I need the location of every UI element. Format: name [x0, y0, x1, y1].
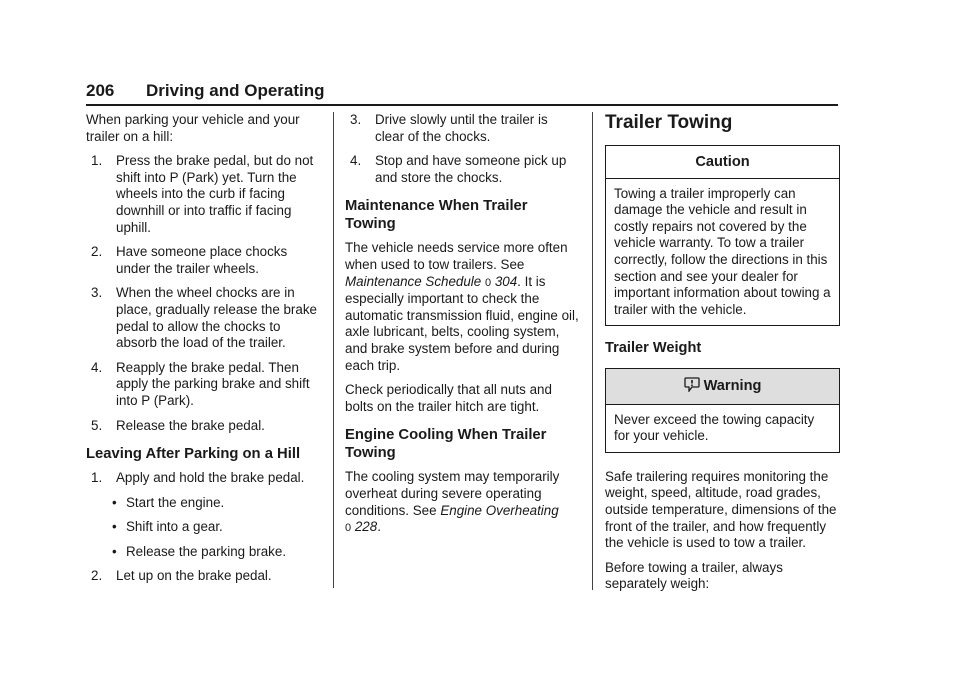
- list-item: 2. Let up on the brake pedal.: [91, 568, 272, 584]
- heading-engine-cooling: Engine Cooling When Trailer Towing: [345, 427, 547, 462]
- bullet-icon: •: [112, 543, 117, 559]
- list-item: 3. When the wheel chocks are in place, gradually release the brake pedal to allow the chocks to absorb the load of the trailer.: [91, 285, 317, 351]
- warning-box: [605, 368, 840, 453]
- page-number: 206: [86, 81, 115, 100]
- section-heading-trailer-towing: Trailer Towing: [605, 112, 733, 133]
- list-item: 2. Have someone place chocks under the trailer wheels.: [91, 244, 288, 276]
- caution-label: Caution: [606, 146, 839, 179]
- parking-intro: When parking your vehicle and your trailer on a hill:: [86, 112, 300, 144]
- bullet-icon: •: [112, 494, 117, 510]
- maintenance-paragraph-2: Check periodically that all nuts and bolts on the trailer hitch are tight.: [345, 382, 552, 414]
- heading-leaving-hill: Leaving After Parking on a Hill: [86, 446, 301, 463]
- bullet-item: • Release the parking brake.: [112, 543, 287, 559]
- section-title: Driving and Operating: [146, 81, 325, 100]
- cooling-paragraph: The cooling system may temporarily overheat during severe operating conditions. See Engine Overheating 0 228.: [345, 469, 560, 535]
- list-item: 5. Release the brake pedal.: [91, 417, 265, 433]
- column-1: [86, 112, 322, 593]
- heading-trailer-weight: Trailer Weight: [605, 340, 702, 357]
- page-ref-arrow-icon: 0: [484, 276, 492, 289]
- warning-icon: [684, 377, 700, 397]
- caution-text: Towing a trailer improperly can damage the vehicle and result in costly repairs not covered by the vehicle warranty. To tow a trailer correctly, follow the directions in this section and see your dealer for important information about towing a trailer with the vehicle.: [614, 185, 831, 317]
- chock-steps: [345, 112, 580, 186]
- header-rule: [86, 104, 838, 106]
- column-divider: [333, 112, 334, 588]
- column-divider: [592, 112, 593, 590]
- parking-steps: [86, 153, 322, 434]
- list-item: 1. Press the brake pedal, but do not shift into P (Park) yet. Turn the wheels into the curb if facing downhill or into traffic if facing uphill.: [91, 153, 314, 235]
- bullet-item: • Shift into a gear.: [112, 519, 223, 535]
- warning-header: [606, 369, 839, 405]
- list-item: 4. Stop and have someone pick up and store the chocks.: [350, 153, 567, 185]
- column-2: [345, 112, 580, 545]
- leaving-steps: [86, 470, 322, 487]
- column-3: [605, 112, 840, 601]
- list-item: 1. Apply and hold the brake pedal.: [91, 470, 305, 486]
- maintenance-paragraph: The vehicle needs service more often when used to tow trailers. See Maintenance Schedule 0 304. It is especially important to check the automatic transmission fluid, engine oil, axle lubricant, belts, cooling system, and brake system before and during each trip.: [345, 240, 579, 373]
- list-item: 4. Reapply the brake pedal. Then apply the parking brake and shift into P (Park).: [91, 359, 310, 408]
- page-ref[interactable]: 304: [494, 273, 518, 289]
- engine-overheating-link[interactable]: Engine Overheating: [440, 502, 559, 518]
- heading-maintenance: Maintenance When Trailer Towing: [345, 198, 528, 233]
- caution-box: [605, 145, 840, 326]
- maintenance-schedule-link[interactable]: Maintenance Schedule: [345, 273, 482, 289]
- warning-label: Warning: [703, 377, 762, 394]
- bullet-icon: •: [112, 519, 117, 535]
- list-item: 3. Drive slowly until the trailer is clear of the chocks.: [350, 112, 548, 144]
- page-ref-arrow-icon: 0: [345, 522, 352, 535]
- trailering-paragraph: Safe trailering requires monitoring the weight, speed, altitude, road grades, outside temperature, dimensions of the front of the trailer, and how frequently the vehicle is used to tow a trailer.: [605, 468, 837, 551]
- page-ref[interactable]: 228: [354, 519, 378, 535]
- bullet-item: • Start the engine.: [112, 494, 225, 510]
- weigh-paragraph: Before towing a trailer, always separately weigh:: [605, 559, 783, 592]
- warning-text: Never exceed the towing capacity for your vehicle.: [614, 411, 815, 444]
